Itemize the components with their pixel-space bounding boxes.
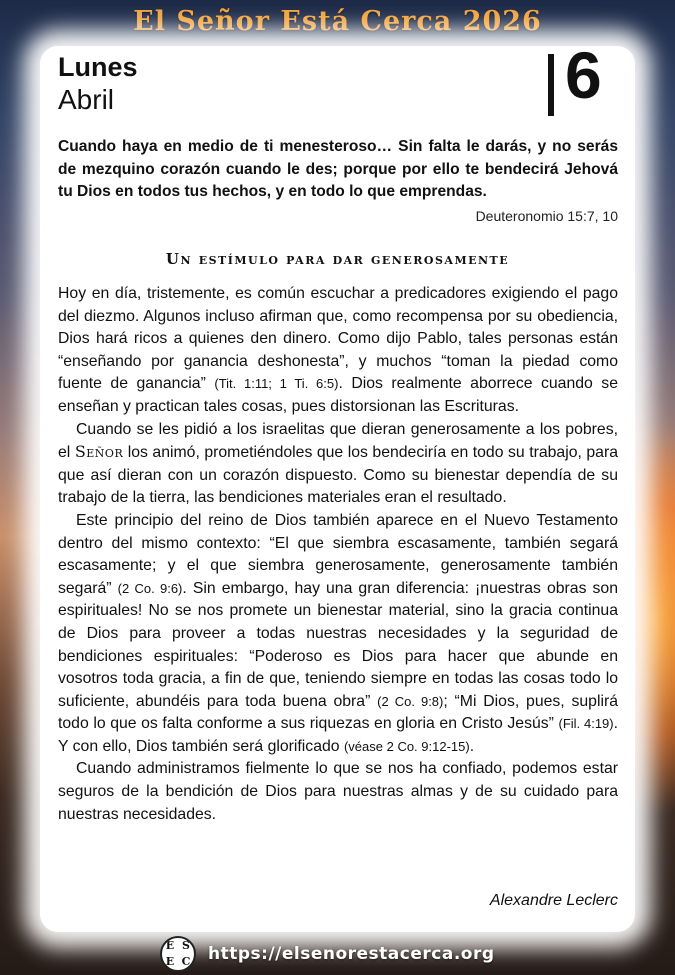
scripture-reference: Deuteronomio 15:7, 10: [475, 208, 618, 224]
paragraph-text: Hoy en día, tristemente, es común escuchar a predicadores exigiendo el pago del diezmo. Algunos incluso afirman que, como recompensa por su obediencia, Dios hará ricos a quienes den dinero. Como dijo Pablo, tales personas están “enseñando por ganancia deshonesta”, y muchos “toman la piedad como fuente de ganancia”: [58, 285, 618, 393]
paragraph-text: . Y con ello, Dios también será glorificado: [58, 715, 618, 755]
author-name: Alexandre Leclerc: [489, 892, 618, 909]
footer: [160, 936, 495, 972]
bible-reference: (2 Co. 9:6): [117, 580, 183, 596]
day-number: 6: [565, 38, 602, 112]
bible-reference: (véase 2 Co. 9:12-15): [343, 738, 470, 754]
paragraph-text: .: [469, 737, 475, 755]
paragraph-4: Cuando administramos fielmente lo que se nos ha confiado, podemos estar seguros de la bendición de Dios para nuestras almas y de su cuidado para nuestras necesidades.: [58, 760, 618, 823]
bible-reference: (Tit. 1:11; 1 Ti. 6:5): [214, 376, 339, 392]
paragraph-text: Este principio del reino de Dios también aparece en el Nuevo Testamento dentro del mismo contexto: “El que siembra escasamente, también segará escasamente; y el que siembra generosamente, generosamente también segará”: [58, 511, 618, 597]
paragraph-text: . Sin embargo, hay una gran diferencia: ¡nuestras obras son espirituales! No se nos promete un bienestar material, sino la gracia continua de Dios para proveer a todas nuestras necesidades y la seguridad de bendiciones espirituales: “Poderoso es Dios para hacer que abunde en vosotros toda gracia, a fin de que, teniendo siempre en todas las cosas todo lo suficiente, abundéis para toda buena obra”: [58, 579, 618, 710]
website-link[interactable]: https://elsenorestacerca.org: [208, 944, 495, 964]
paragraph-text: ; “Mi Dios, pues, suplirá todo lo que os falta conforme a sus riquezas en gloria en Cristo Jesús”: [58, 692, 619, 733]
logo-letter: E: [165, 955, 175, 968]
paragraph-text: los animó, prometiéndoles que los bendeciría en todo su trabajo, para que así dieran con un corazón dispuesto. Como su bienestar dependía de su trabajo de la tierra, las bendiciones materiales eran el resultado.: [58, 444, 619, 507]
month-label: Abril: [58, 84, 115, 115]
paragraph-2: [58, 419, 618, 510]
devotional-title: Un estímulo para dar generosamente: [165, 250, 510, 268]
ese-logo-icon: [160, 936, 196, 972]
weekday-label: Lunes: [58, 52, 138, 82]
scripture-verse: Cuando haya en medio de ti menesteroso… Sin falta le darás, y no serás de mezquino corazón cuando le des; porque por ello te bendecirá Jehová tu Dios en todos tus hechos, y en todo lo que emprendas.: [58, 138, 618, 200]
date-divider: [548, 54, 554, 116]
paragraph-1: [58, 283, 618, 419]
paragraph-text: . Dios realmente aborrece cuando se enseñan y practican tales cosas, pues distorsionan las Escrituras.: [58, 375, 618, 415]
logo-letter: C: [181, 955, 191, 968]
devotional-body: [58, 283, 618, 826]
bible-reference: (Fil. 4:19): [558, 716, 614, 732]
logo-letter: S: [182, 939, 190, 952]
logo-letter: E: [165, 939, 175, 952]
bible-reference: (2 Co. 9:8): [377, 693, 444, 709]
paragraph-text: Cuando se les pidió a los israelitas que dieran generosamente a los pobres, el: [58, 420, 618, 462]
publication-title: El Señor Está Cerca 2026: [133, 6, 542, 37]
lord-smallcaps: Señor: [74, 442, 124, 462]
paragraph-3: [58, 510, 618, 759]
